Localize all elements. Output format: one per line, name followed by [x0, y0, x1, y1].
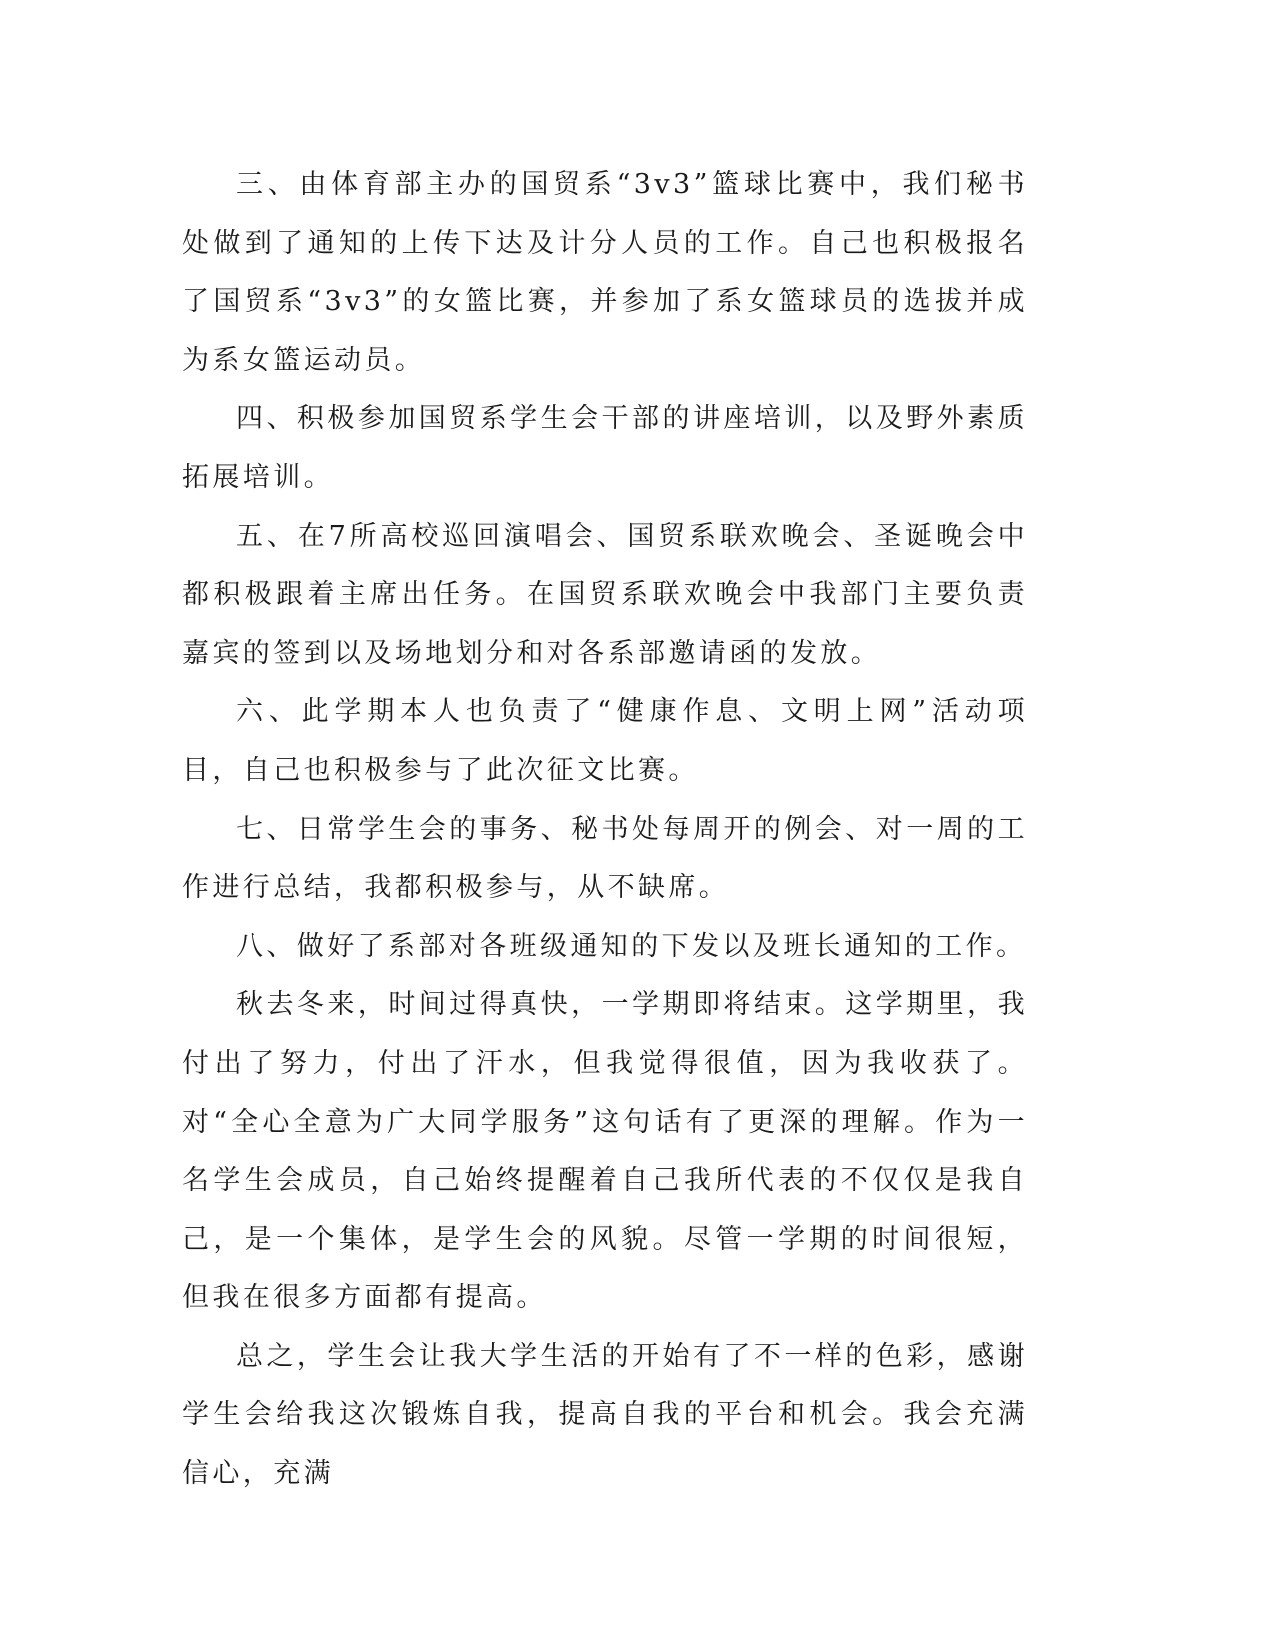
paragraph-healthy-internet: 六、此学期本人也负责了“健康作息、文明上网”活动项目，自己也积极参与了此次征文比赛。	[182, 696, 1028, 786]
paragraph-notifications: 八、做好了系部对各班级通知的下发以及班长通知的工作。	[236, 930, 1027, 962]
paragraph-daily-affairs: 七、日常学生会的事务、秘书处每周开的例会、对一周的工作进行总结，我都积极参与，从不缺席。	[182, 813, 1028, 904]
paragraph-basketball-3v3: 三、由体育部主办的国贸系“3v3”篮球比赛中，我们秘书处做到了通知的上传下达及计分人员的工作。自己也积极报名了国贸系“3v3”的女篮比赛，并参加了系女篮球员的选拔并成为系女篮运动员。	[182, 169, 1028, 376]
paragraph-conclusion: 总之，学生会让我大学生活的开始有了不一样的色彩，感谢学生会给我这次锻炼自我，提高自我的平台和机会。我会充满信心，充满	[182, 1340, 1028, 1490]
paragraph-semester-reflection: 秋去冬来，时间过得真快，一学期即将结束。这学期里，我付出了努力，付出了汗水，但我觉得很值，因为我收获了。对“全心全意为广大同学服务”这句话有了更深的理解。作为一名学生会成员，自己始终提醒着自己我所代表的不仅仅是我自己，是一个集体，是学生会的风貌。尽管一学期的时间很短，但我在很多方面都有提高。	[182, 989, 1028, 1314]
paragraph-concert-gala: 五、在7所高校巡回演唱会、国贸系联欢晚会、圣诞晚会中都积极跟着主席出任务。在国贸系联欢晚会中我部门主要负责嘉宾的签到以及场地划分和对各系部邀请函的发放。	[182, 520, 1028, 669]
paragraph-training: 四、积极参加国贸系学生会干部的讲座培训，以及野外素质拓展培训。	[182, 403, 1028, 493]
document-body	[182, 156, 1028, 1504]
